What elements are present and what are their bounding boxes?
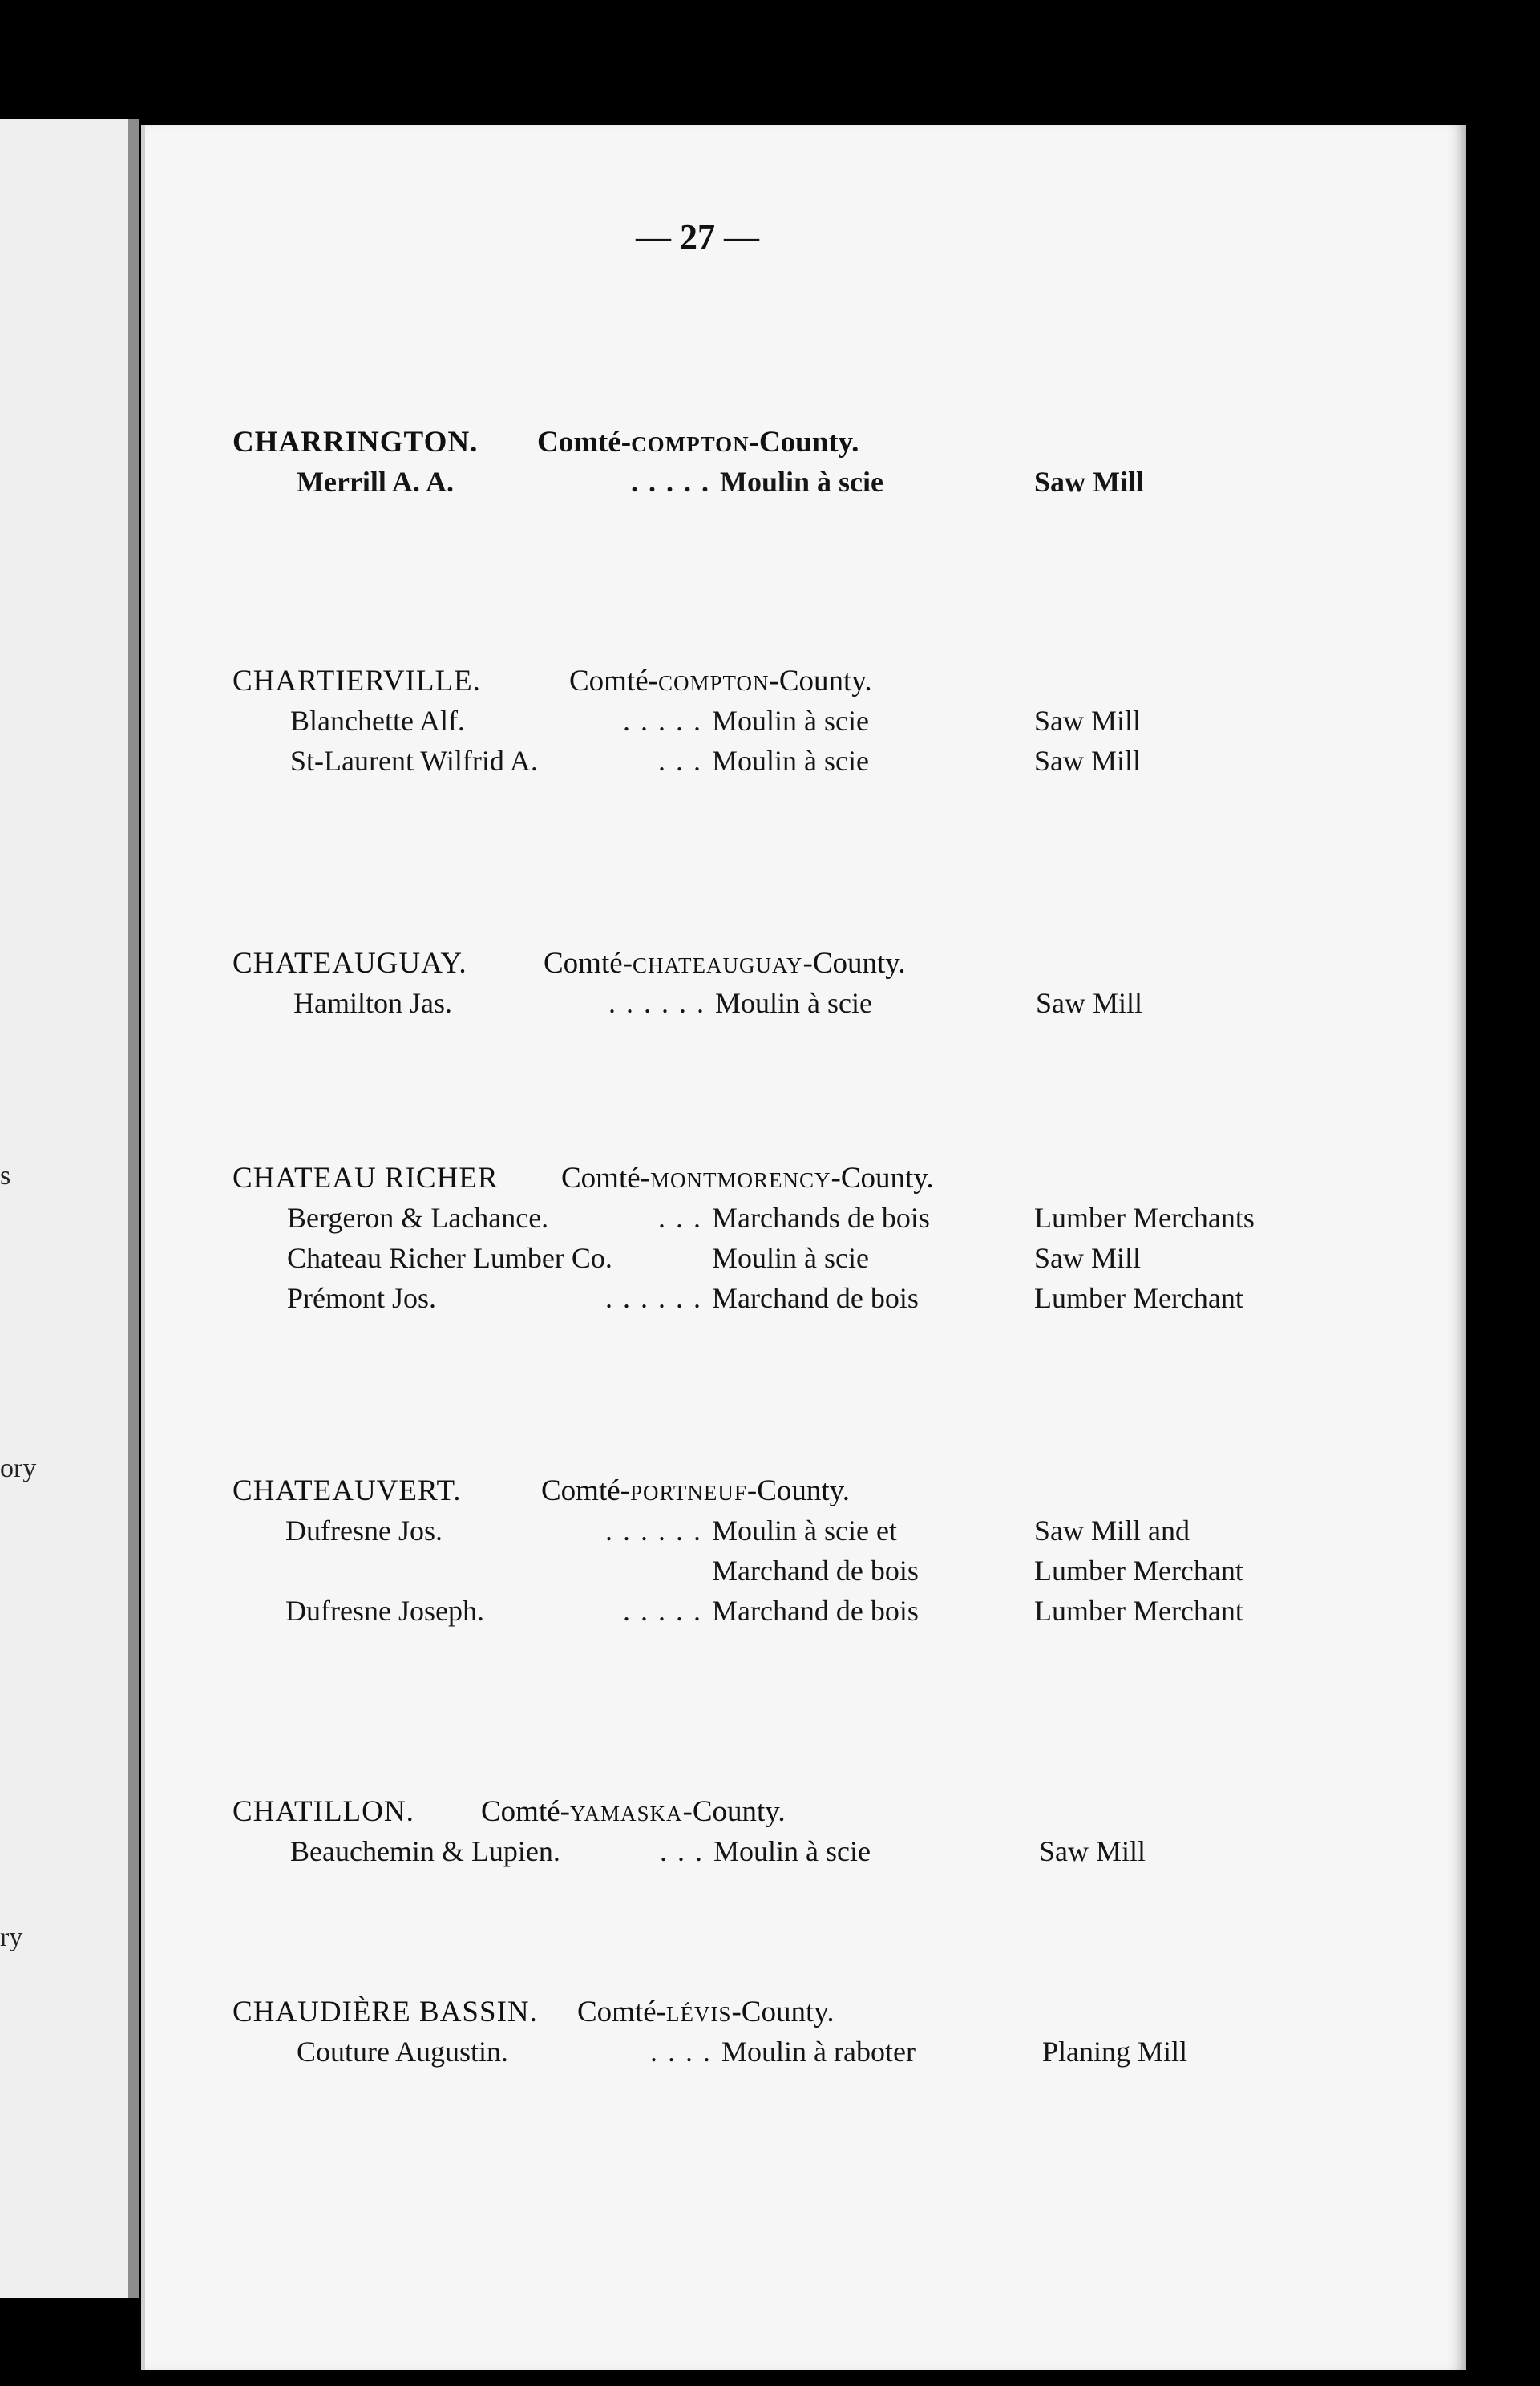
- margin-fragment: ory: [0, 1454, 37, 1483]
- business-type-fr: Marchands de bois: [712, 1202, 930, 1234]
- county-suffix: -County.: [802, 947, 906, 980]
- county-prefix: Comté-: [537, 426, 632, 459]
- dot-leader: . . . . .: [631, 466, 710, 498]
- margin-fragment: ry: [0, 1923, 23, 1952]
- business-type-fr: Moulin à scie: [712, 1242, 869, 1274]
- business-type-en: Lumber Merchant: [1034, 1595, 1243, 1627]
- business-type-fr: Moulin à scie: [715, 987, 872, 1019]
- county-name: COMPTON: [631, 432, 750, 456]
- locality-name: CHARRINGTON.: [232, 426, 479, 459]
- county-prefix: Comté-: [481, 1795, 570, 1828]
- margin-fragment: s: [0, 1161, 11, 1191]
- county-name: YAMASKA: [569, 1802, 683, 1826]
- county-name: CHATEAUGUAY: [632, 953, 803, 977]
- business-name: Dufresne Joseph.: [285, 1595, 484, 1627]
- county-name: COMPTON: [657, 671, 770, 695]
- business-type-en: Saw Mill: [1034, 466, 1145, 498]
- business-type-en: Lumber Merchant: [1034, 1282, 1243, 1314]
- business-type-fr: Moulin à scie: [712, 705, 869, 737]
- listing-row: [232, 704, 1540, 744]
- dot-leader: . . . . .: [623, 1595, 702, 1627]
- dot-leader: . . . . .: [623, 705, 702, 737]
- business-name: Beauchemin & Lupien.: [290, 1835, 560, 1867]
- listing-row: [232, 1241, 1540, 1281]
- county-prefix: Comté-: [561, 1162, 650, 1195]
- dot-leader: . . .: [658, 745, 702, 777]
- locality-section: [232, 425, 1540, 505]
- listing-row: [232, 1514, 1540, 1554]
- locality-name: CHATILLON.: [232, 1795, 414, 1828]
- dot-leader: . . . . . .: [605, 1515, 702, 1547]
- business-type-en: Saw Mill: [1034, 705, 1142, 737]
- county-suffix: -County.: [831, 1162, 934, 1195]
- county-label: [577, 1995, 835, 2029]
- dot-leader: . . .: [658, 1202, 702, 1234]
- county-label: [537, 425, 859, 459]
- listing-row: [232, 2035, 1540, 2075]
- business-type-fr: Marchand de bois: [712, 1595, 919, 1627]
- county-name: LÉVIS: [665, 2002, 732, 2026]
- county-prefix: Comté-: [577, 1996, 666, 2028]
- listing-row: [232, 1594, 1540, 1634]
- locality-name: CHATEAU RICHER: [232, 1162, 499, 1195]
- page-number: — 27 —: [636, 217, 759, 257]
- business-type-en: Saw Mill and: [1034, 1515, 1190, 1547]
- locality-name: CHATEAUVERT.: [232, 1474, 462, 1507]
- locality-header: [232, 1474, 1540, 1514]
- locality-header: [232, 664, 1540, 704]
- business-type-en: Lumber Merchants: [1034, 1202, 1255, 1234]
- county-label: [561, 1161, 934, 1195]
- locality-section: [232, 1474, 1540, 1634]
- business-type-fr: Moulin à scie: [720, 466, 883, 498]
- business-name: St-Laurent Wilfrid A.: [290, 745, 538, 777]
- business-type-en: Planing Mill: [1042, 2036, 1188, 2068]
- business-name: Prémont Jos.: [287, 1282, 437, 1314]
- locality-name: CHAUDIÈRE BASSIN.: [232, 1996, 538, 2028]
- business-name: Merrill A. A.: [297, 466, 454, 498]
- locality-section: [232, 1794, 1540, 1874]
- county-label: [481, 1794, 786, 1829]
- business-name: Dufresne Jos.: [285, 1515, 443, 1547]
- business-type-en: Lumber Merchant: [1034, 1555, 1243, 1587]
- listing-row: [232, 1554, 1540, 1594]
- county-suffix: -County.: [682, 1795, 786, 1828]
- business-name: Couture Augustin.: [297, 2036, 509, 2068]
- locality-name: CHATEAUGUAY.: [232, 947, 467, 980]
- business-name: Bergeron & Lachance.: [287, 1202, 549, 1234]
- dot-leader: . . .: [660, 1835, 704, 1867]
- business-name: Hamilton Jas.: [293, 987, 452, 1019]
- locality-header: [232, 1995, 1540, 2035]
- dot-leader: . . . . . .: [608, 987, 705, 1019]
- county-suffix: -County.: [769, 665, 872, 698]
- listing-row: [232, 1834, 1540, 1874]
- county-suffix: -County.: [731, 1996, 835, 2028]
- locality-section: [232, 1995, 1540, 2075]
- business-type-fr: Marchand de bois: [712, 1282, 919, 1314]
- locality-header: [232, 425, 1540, 465]
- locality-section: [232, 664, 1540, 784]
- locality-section: [232, 1161, 1540, 1321]
- business-type-en: Saw Mill: [1034, 745, 1142, 777]
- left-page-edge: [0, 119, 139, 2298]
- business-name: Chateau Richer Lumber Co.: [287, 1242, 612, 1274]
- locality-section: [232, 946, 1540, 1026]
- business-type-fr: Moulin à scie: [712, 745, 869, 777]
- business-type-en: Saw Mill: [1036, 987, 1143, 1019]
- listing-row: [232, 465, 1540, 505]
- locality-header: [232, 1161, 1540, 1201]
- dot-leader: . . . . . .: [605, 1282, 702, 1314]
- listing-row: [232, 744, 1540, 784]
- business-type-fr: Marchand de bois: [712, 1555, 919, 1587]
- county-name: PORTNEUF: [629, 1481, 747, 1505]
- county-prefix: Comté-: [541, 1474, 630, 1507]
- county-prefix: Comté-: [544, 947, 633, 980]
- dot-leader: . . . .: [650, 2036, 712, 2068]
- business-type-fr: Moulin à scie: [713, 1835, 871, 1867]
- business-type-fr: Moulin à raboter: [721, 2036, 916, 2068]
- county-label: [541, 1474, 850, 1508]
- county-prefix: Comté-: [569, 665, 658, 698]
- county-label: [544, 946, 906, 981]
- county-name: MONTMORENCY: [649, 1168, 831, 1192]
- county-suffix: -County.: [749, 426, 859, 459]
- listing-row: [232, 986, 1540, 1026]
- listing-row: [232, 1281, 1540, 1321]
- locality-header: [232, 1794, 1540, 1834]
- county-suffix: -County.: [746, 1474, 851, 1507]
- business-name: Blanchette Alf.: [290, 705, 465, 737]
- county-label: [569, 664, 872, 698]
- listing-row: [232, 1201, 1540, 1241]
- business-type-en: Saw Mill: [1034, 1242, 1142, 1274]
- business-type-fr: Moulin à scie et: [712, 1515, 897, 1547]
- business-type-en: Saw Mill: [1039, 1835, 1146, 1867]
- locality-header: [232, 946, 1540, 986]
- locality-name: CHARTIERVILLE.: [232, 665, 481, 698]
